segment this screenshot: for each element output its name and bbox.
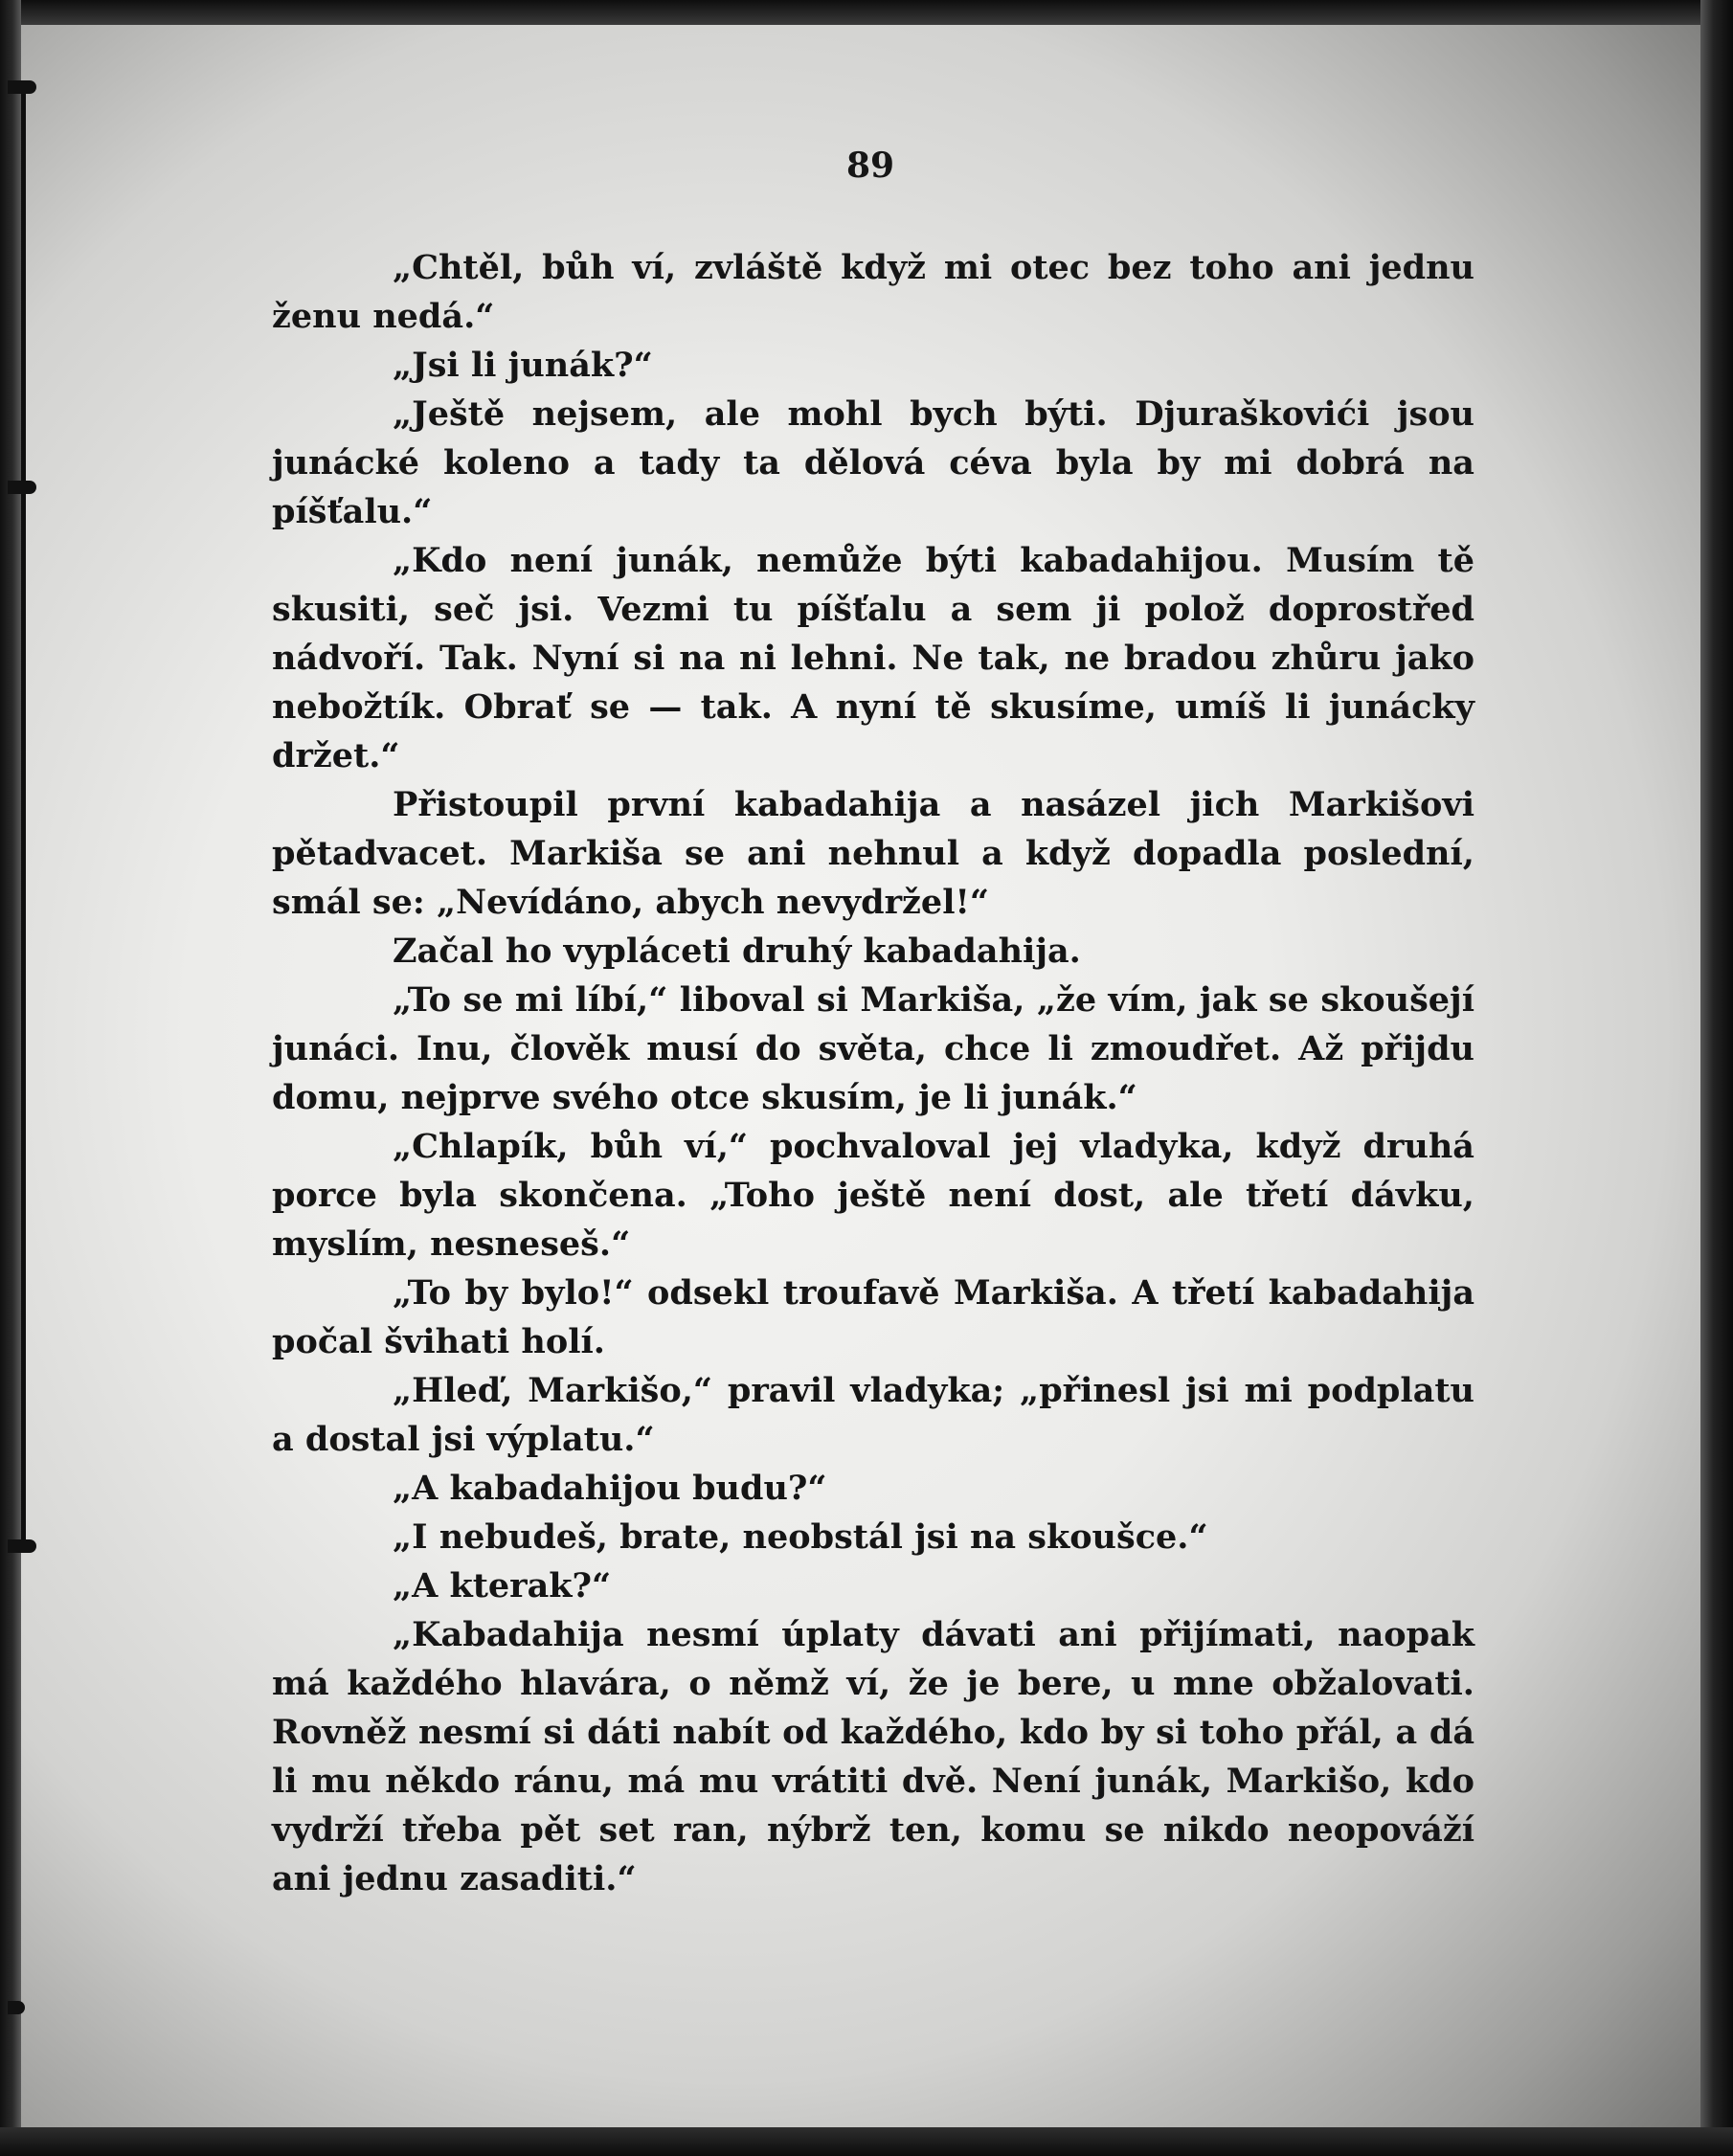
paragraph: „Chlapík, bůh ví,“ pochvaloval jej vladyka, když druhá porce byla skončena. „Toho ještě není dost, ale třetí dávku, myslím, nesneseš.“ — [272, 1127, 1474, 1264]
paragraph: „To se mi líbí,“ liboval si Markiša, „že vím, jak se skoušejí junáci. Inu, člověk musí do světa, chce li zmoudřet. Až přijdu domu, nejprve svého otce skusím, je li junák.“ — [272, 980, 1474, 1117]
binding-edge-bar — [21, 84, 26, 1539]
paragraph: „I nebudeš, brate, neobstál jsi na skoušce.“ — [393, 1517, 1208, 1557]
paragraph: Začal ho vypláceti druhý kabadahija. — [393, 932, 1081, 971]
paragraph: „Jsi li junák?“ — [393, 346, 653, 385]
body-text — [272, 243, 1474, 1903]
scan-border-bottom — [0, 2127, 1733, 2156]
paragraph: „To by bylo!“ odsekl troufavě Markiša. A třetí kabadahija počal švihati holí. — [272, 1273, 1474, 1361]
paragraph: „Hleď, Markišo,“ pravil vladyka; „přinesl jsi mi podplatu a dostal jsi výplatu.“ — [272, 1371, 1474, 1459]
paragraph: „A kabadahijou budu?“ — [393, 1469, 827, 1508]
scan-border-left — [0, 0, 21, 2156]
paragraph: „Ještě nejsem, ale mohl bych býti. Djuraškovići jsou junácké koleno a tady ta dělová céva byla by mi dobrá na píšťalu.“ — [272, 394, 1474, 531]
scan-border-right — [1700, 0, 1733, 2156]
paragraph: „Kdo není junák, nemůže býti kabadahijou. Musím tě skusiti, seč jsi. Vezmi tu píšťalu a sem ji polož doprostřed nádvoří. Tak. Nyní si na ni lehni. Ne tak, ne bradou zhůru jako nebožtík. Obrať se — tak. A nyní tě skusíme, umíš li junácky držet.“ — [272, 541, 1474, 775]
paragraph: Přistoupil první kabadahija a nasázel jich Markišovi pětadvacet. Markiša se ani nehnul a když dopadla poslední, smál se: „Nevídáno, abych nevydržel!“ — [272, 785, 1474, 922]
binding-tick-mark — [8, 1539, 36, 1553]
binding-tick-mark — [8, 80, 36, 94]
binding-tick-mark — [8, 2001, 25, 2014]
page-number: 89 — [846, 146, 895, 186]
paragraph: „Chtěl, bůh ví, zvláště když mi otec bez toho ani jednu ženu nedá.“ — [272, 248, 1474, 336]
binding-tick-mark — [8, 481, 36, 494]
paragraph: „Kabadahija nesmí úplaty dávati ani přijímati, naopak má každého hlavára, o němž ví, že je bere, u mne obžalovati. Rovněž nesmí si dáti nabít od každého, kdo by si toho přál, a dá li mu někdo ránu, má mu vrátiti dvě. Není junák, Markišo, kdo vydrží třeba pět set ran, nýbrž ten, komu se nikdo neopováží ani jednu zasaditi.“ — [272, 1615, 1474, 1898]
paragraph: „A kterak?“ — [393, 1566, 612, 1606]
scan-border-top — [0, 0, 1733, 25]
